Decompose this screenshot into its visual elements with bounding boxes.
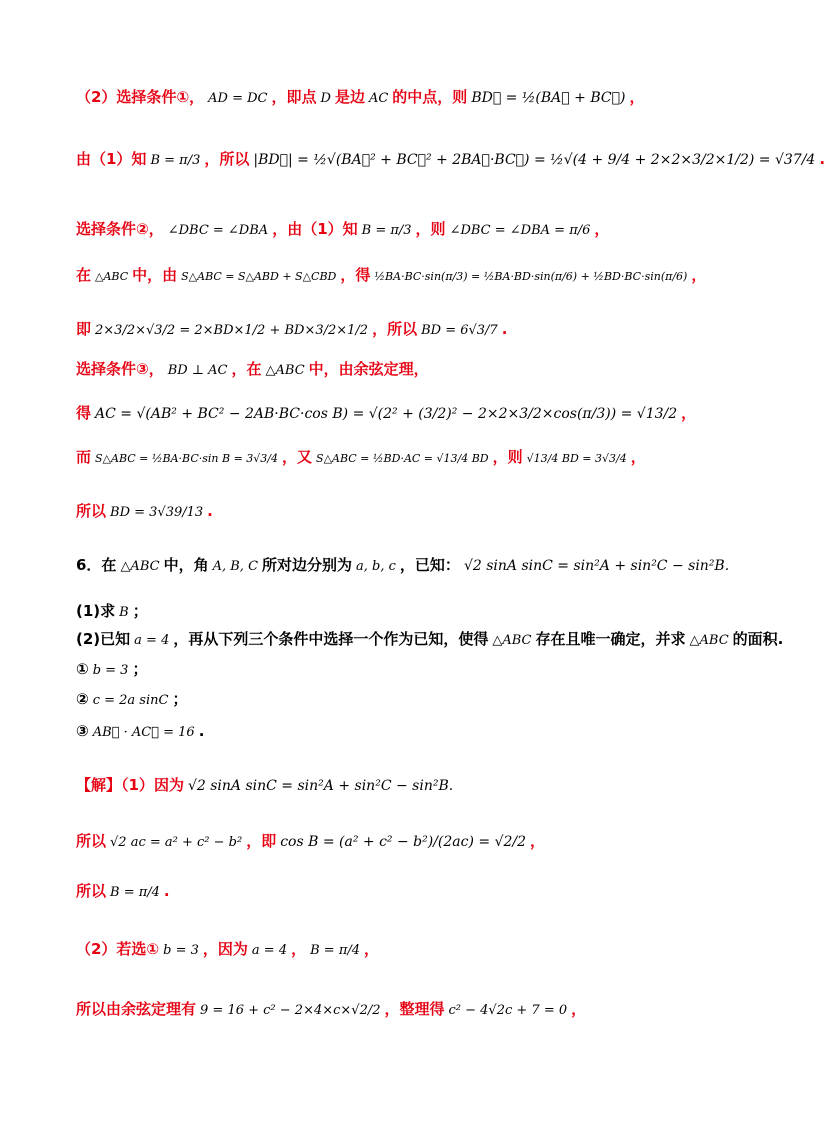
line-select-cond3: 选择条件③， BD ⊥ AC ，在 △ABC 中，由余弦定理， (76, 360, 429, 378)
problem-6-part2: (2)已知 a = 4 ，再从下列三个条件中选择一个作为已知，使得 △ABC 存在且唯一确定，并求 △ABC 的面积. (76, 630, 784, 648)
problem-6-part1: (1)求 B ； (76, 602, 148, 620)
option-3: ③ AB⃗ · AC⃗ = 16 . (76, 722, 205, 740)
solution-cosB: 所以 √2 ac = a² + c² − b² ，即 cos B = (a² + c² − b²)/(2ac) = √2/2 ， (76, 832, 546, 850)
line-bd-result3: 所以 BD = 3√39/13 . (76, 502, 213, 520)
line-bd-length: 由（1）知 B = π/3 ，所以 |BD⃗| = ½√(BA⃗² + BC⃗² + 2BA⃗·BC⃗) = ½√(4 + 9/4 + 2×2×3/2×1/2) = √37/4 . (76, 150, 825, 168)
line-bd-result2: 即 2×3/2×√3/2 = 2×BD×1/2 + BD×3/2×1/2 ，所以 BD = 6√3/7 . (76, 320, 508, 338)
line-area-split: 在 △ABC 中，由 S△ABC = S△ABD + S△CBD ，得 ½BA·BC·sin(π/3) = ½BA·BD·sin(π/6) + ½BD·BC·sin(π/6) ， (76, 266, 707, 284)
problem-6-stem: 6．在 △ABC 中，角 A, B, C 所对边分别为 a, b, c ，已知： √2 sinA sinC = sin²A + sin²C − sin²B. (76, 556, 730, 574)
option-1: ① b = 3 ； (76, 660, 148, 678)
solution-cosine-equation: 所以由余弦定理有 9 = 16 + c² − 2×4×c×√2/2 ，整理得 c² − 4√2c + 7 = 0 ， (76, 1000, 587, 1018)
line-area-equal: 而 S△ABC = ½BA·BC·sin B = 3√3/4 ，又 S△ABC = ½BD·AC = √13/4 BD ，则 √13/4 BD = 3√3/4 ， (76, 448, 646, 466)
solution-part1-start: 【解】（1）因为 √2 sinA sinC = sin²A + sin²C − sin²B. (76, 776, 454, 794)
line-select-cond2: 选择条件②， ∠DBC = ∠DBA ，由（1）知 B = π/3 ，则 ∠DBC = ∠DBA = π/6 ， (76, 220, 610, 238)
line-cond2-part2: （2）选择条件①， AD = DC ，即点 D 是边 AC 的中点，则 BD⃗ = ½(BA⃗ + BC⃗) ， (76, 88, 645, 106)
option-2: ② c = 2a sinC ； (76, 690, 188, 708)
line-cosine-law: 得 AC = √(AB² + BC² − 2AB·BC·cos B) = √(2² + (3/2)² − 2×2×3/2×cos(π/3)) = √13/2 ， (76, 404, 697, 422)
solution-B-value: 所以 B = π/4 . (76, 882, 170, 900)
solution-part2-choose1: （2）若选① b = 3 ，因为 a = 4 ， B = π/4 ， (76, 940, 380, 958)
